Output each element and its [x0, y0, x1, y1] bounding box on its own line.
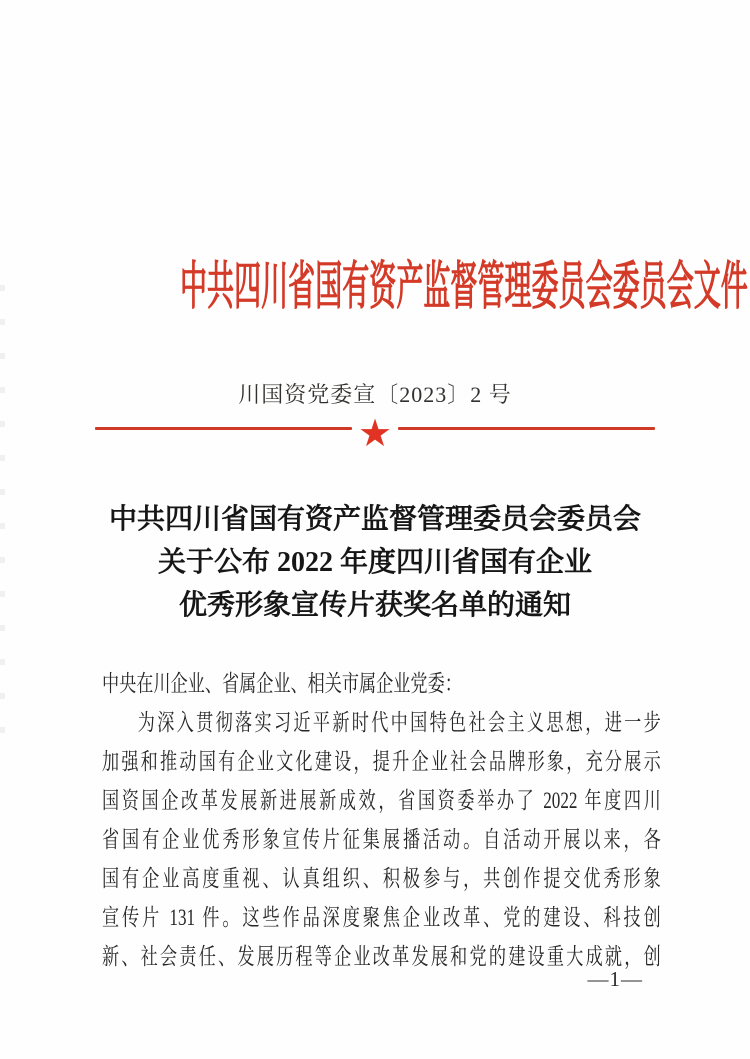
body-paragraph-line: 国有企业高度重视、认真组织、积极参与，共创作提交优秀形象	[102, 866, 661, 891]
document-title-line-2: 关于公布 2022 年度四川省国有企业	[157, 547, 592, 578]
document-body	[102, 664, 661, 976]
red-rule-left-segment	[95, 427, 352, 430]
red-star-icon: ★	[357, 411, 393, 455]
document-title	[0, 498, 750, 627]
document-title-line-3: 优秀形象宣传片获奖名单的通知	[178, 590, 571, 621]
page-number: —1—	[587, 967, 643, 991]
body-paragraph-line: 宣传片 131 件。这些作品深度聚焦企业改革、党的建设、科技创	[102, 905, 661, 930]
red-rule-right-segment	[398, 427, 655, 430]
red-rule	[95, 410, 655, 455]
body-paragraph-line: 加强和推动国有企业文化建设，提升企业社会品牌形象，充分展示	[102, 749, 661, 774]
body-paragraph-line: 新、社会责任、发展历程等企业改革发展和党的建设重大成就，创	[102, 944, 661, 969]
body-paragraph-line: 省国有企业优秀形象宣传片征集展播活动。自活动开展以来，各	[102, 827, 661, 852]
document-number: 川国资党委宣〔2023〕2 号	[238, 382, 512, 407]
salutation-line: 中央在川企业、省属企业、相关市属企业党委：	[102, 671, 462, 696]
body-paragraph-line: 为深入贯彻落实习近平新时代中国特色社会主义思想，进一步	[137, 710, 661, 735]
red-header-banner: 中共四川省国有资产监督管理委员会委员会文件	[180, 259, 748, 316]
document-title-line-1: 中共四川省国有资产监督管理委员会委员会	[108, 504, 641, 535]
body-paragraph-line: 国资国企改革发展新进展新成效，省国资委举办了 2022 年度四川	[102, 788, 661, 813]
